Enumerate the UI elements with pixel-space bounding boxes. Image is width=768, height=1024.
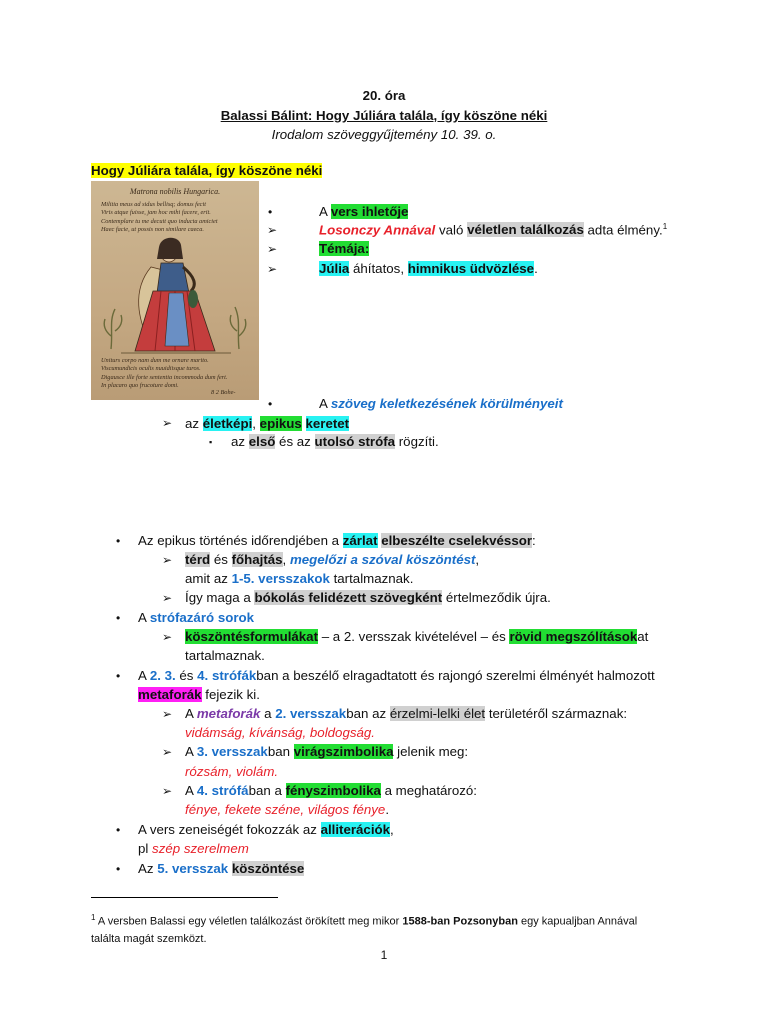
arrow-bullet-icon: ➢: [162, 416, 173, 430]
intro-line-4: Júlia áhítatos, himnikus üdvözlése.: [319, 261, 538, 276]
body-point-1: Az epikus történés időrendjében a zárlat elbeszélte cselekvéssor:: [138, 533, 536, 548]
footnote: $^1$ A versben Balassi egy véletlen találkozást örökített meg mikor 1588-ban Pozsonyban egy kapualjban Annával találta magát szemközt.: [91, 913, 638, 945]
image-caption: Matrona nobilis Hungarica.: [129, 187, 221, 196]
body-point-1-sub-1: térd és főhajtás, megelőzi a szóval köszöntést,: [185, 552, 480, 567]
bullet-icon: •: [268, 205, 273, 219]
intro-line-1: A vers ihletője: [319, 204, 409, 219]
arrow-bullet-icon: ➢: [267, 223, 278, 237]
body-point-4-line-2: pl szép szerelmem: [138, 841, 249, 856]
bullet-icon: •: [116, 823, 121, 837]
bullet-icon: •: [268, 397, 273, 411]
source-reference: Irodalom szöveggyűjtemény 10. 39. o.: [271, 127, 497, 142]
page-title: Balassi Bálint: Hogy Júliára talála, így köszöne néki: [220, 108, 548, 123]
body-point-3-sub-3-examples: fénye, fekete széne, világos fénye.: [185, 802, 390, 817]
arrow-bullet-icon: ➢: [162, 707, 173, 721]
body-point-2-sub-1: köszöntésformulákat – a 2. versszak kivételével – és rövid megszólításokat: [185, 629, 649, 644]
intro-line-3: Témája:: [319, 241, 370, 256]
body-point-1-sub-2: Így maga a bókolás felidézett szövegként értelmeződik újra.: [185, 590, 551, 605]
body-point-3-sub-2-examples: rózsám, violám.: [185, 764, 279, 779]
bullet-icon: •: [116, 611, 121, 625]
arrow-bullet-icon: ➢: [162, 591, 173, 605]
square-bullet-icon: ▪: [209, 437, 213, 447]
body-point-1-sub-1-line-2: amit az 1-5. versszakok tartalmaznak.: [185, 571, 414, 586]
bullet-icon: •: [116, 669, 121, 683]
body-point-3-sub-2: A 3. versszakban virágszimbolika jelenik meg:: [185, 744, 469, 759]
intro-line-2: Losonczy Annával való véletlen találkozás adta élmény.$^1$: [319, 222, 668, 238]
historical-woodcut-image: [91, 181, 259, 400]
arrow-bullet-icon: ➢: [162, 553, 173, 567]
body-point-3-sub-3: A 4. strófában a fényszimbolika a meghatározó:: [185, 783, 477, 798]
body-point-2-sub-1-line-2: tartalmaznak.: [185, 648, 265, 663]
body-point-3: A 2. 3. és 4. strófákban a beszélő elragadtatott és rajongó szerelmi élményét halmozott: [138, 668, 655, 683]
image-corner-text: 8 2 Bohe-: [211, 389, 236, 396]
arrow-bullet-icon: ➢: [162, 630, 173, 644]
image-verse-bottom: Uniturs corpo nam dum me ornare marito. Viscumundicis oculis nuuidiisque turos. Digausce ille forte sententia incommoda dum fert. In placaro quo frucoture domi.: [101, 357, 228, 389]
intro-line-5: A szöveg keletkezésének körülményeit: [319, 396, 563, 411]
image-verse-top: Militia meus ad sidus bellisq; domus fecit Viris atque fuisse, jam hoc mihi facere, erit. Contemplare tu me decuit quo inducta amiciet Haec facie, ut possis non similare caeca.: [101, 201, 218, 233]
poem-heading: Hogy Júliára talála, így köszöne néki: [91, 163, 323, 178]
bullet-icon: •: [116, 862, 121, 876]
lesson-number: 20. óra: [362, 88, 406, 103]
intro-line-7: az első és az utolsó strófa rögzíti.: [231, 434, 439, 449]
body-point-3-sub-1: A metaforák a 2. versszakban az érzelmi-lelki élet területéről származnak:: [185, 706, 628, 721]
footnote-separator: [91, 897, 278, 898]
body-point-4: A vers zeneiségét fokozzák az alliterációk,: [138, 822, 394, 837]
body-point-5: Az 5. versszak köszöntése: [138, 861, 305, 876]
arrow-bullet-icon: ➢: [267, 262, 278, 276]
bullet-icon: •: [116, 534, 121, 548]
arrow-bullet-icon: ➢: [162, 745, 173, 759]
body-point-3-line-2: metaforák fejezik ki.: [138, 687, 260, 702]
arrow-bullet-icon: ➢: [162, 784, 173, 798]
page-number: 1: [380, 948, 388, 962]
intro-line-6: az életképi, epikus keretet: [185, 416, 350, 431]
body-point-3-sub-1-examples: vidámság, kívánság, boldogság.: [185, 725, 375, 740]
arrow-bullet-icon: ➢: [267, 242, 278, 256]
body-point-2: A strófazáró sorok: [138, 610, 255, 625]
footnote-ref: 1: [662, 222, 668, 231]
